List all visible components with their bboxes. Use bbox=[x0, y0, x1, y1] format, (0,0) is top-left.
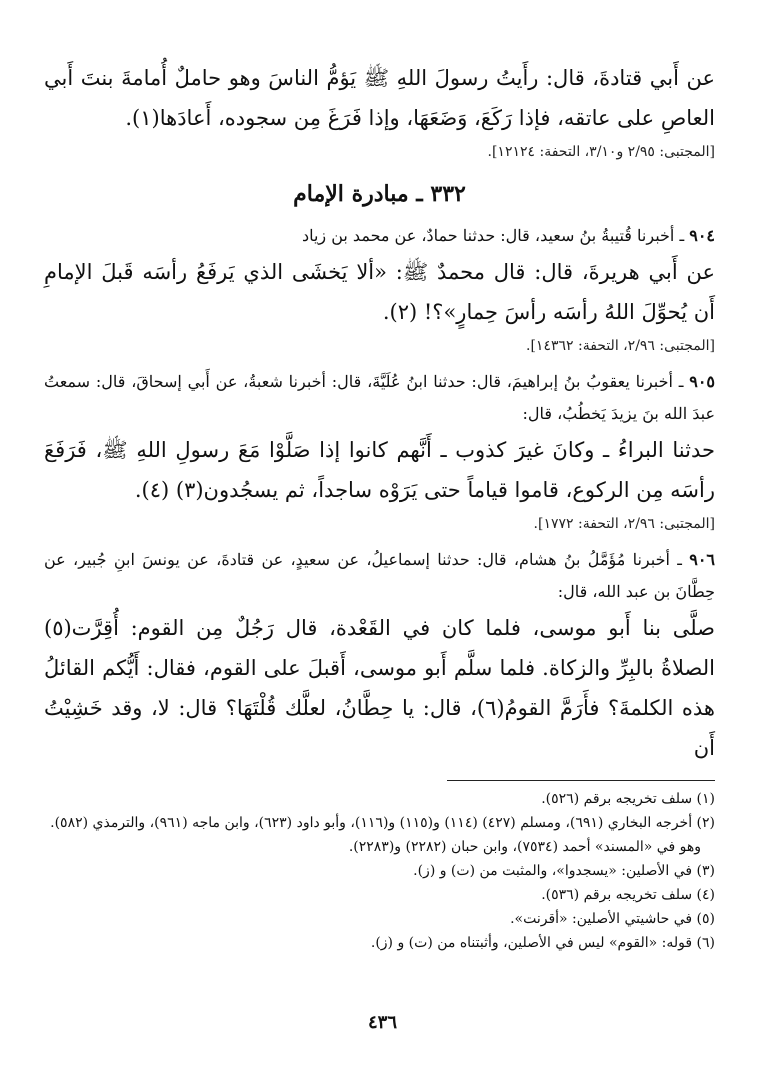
footnote: (٥) في حاشيتي الأصلين: «أقرنت». bbox=[510, 911, 715, 927]
hadith-number: ٩٠٥ bbox=[689, 372, 715, 391]
footnote: (٣) في الأصلين: «يسجدوا»، والمثبت من (ت) و (ز). bbox=[413, 863, 715, 879]
hadith-905 bbox=[44, 366, 715, 536]
hadith-number: ٩٠٤ bbox=[689, 226, 715, 245]
hadith-number: ٩٠٦ bbox=[689, 550, 715, 569]
footnote: (٤) سلف تخريجه برقم (٥٣٦). bbox=[541, 887, 715, 903]
hadith-text: حدثنا البراءُ ـ وكانَ غيرَ كذوب ـ أَنَّهم كانوا إذا صَلَّوْا مَعَ رسولِ اللهِ ﷺ، فَرَفَعَ رأسَه مِن الركوع، قاموا قياماً حتى يَرَوْه ساجداً، ثم يسجُدون(٣) (٤). bbox=[44, 438, 715, 502]
top-paragraph: عن أَبي قتادةَ، قال: رأَيتُ رسولَ اللهِ ﷺ يَؤمُّ الناسَ وهو حاملٌ أُمامةَ بنتَ أَبي العاصِ على عاتقه، فإذا رَكَعَ، وَضَعَهَا، وإذا فَرَغَ مِن سجوده، أَعادَها(١). bbox=[44, 66, 715, 130]
hadith-906 bbox=[44, 544, 715, 768]
hadith-904 bbox=[44, 220, 715, 358]
page-number: ٤٣٦ bbox=[367, 1012, 397, 1033]
hadith-chain-text: ـ أخبرنا يعقوبُ بنُ إبراهيمَ، قال: حدثنا ابنُ عُلَيَّةَ، قال: أخبرنا شعبةُ، عن أَبي إسحاقَ، قال: سمعتُ عبدَ الله بنَ يزيدَ يَخطُبُ، قال: bbox=[44, 372, 715, 423]
footnote-divider bbox=[447, 780, 715, 781]
hadith-reference: [المجتبى: ٢/٩٦، التحفة: ١٤٣٦٢]. bbox=[526, 338, 715, 354]
hadith-chain bbox=[44, 220, 715, 252]
top-reference: [المجتبى: ٢/٩٥ و٣/١٠، التحفة: ١٢١٢٤]. bbox=[487, 144, 715, 160]
footnote: (٢) أخرجه البخاري (٦٩١)، ومسلم (٤٢٧) (١١٤) و(١١٥) و(١١٦)، وأبو داود (٦٢٣)، وابن ماجه (٩٦١)، والترمذي (٥٨٢). bbox=[50, 815, 715, 831]
footnote: (١) سلف تخريجه برقم (٥٢٦). bbox=[541, 791, 715, 807]
footnote: (٦) قوله: «القوم» ليس في الأصلين، وأثبتناه من (ت) و (ز). bbox=[370, 935, 715, 951]
footnote: وهو في «المسند» أحمد (٧٥٣٤)، وابن حبان (٢٢٨٢) و(٢٢٨٣). bbox=[348, 839, 701, 855]
section-title: ٣٣٢ ـ مبادرة الإمام bbox=[293, 181, 466, 207]
hadith-chain bbox=[44, 366, 715, 430]
hadith-chain-text: ـ أخبرنا مُؤَمَّلُ بنُ هشام، قال: حدثنا إسماعيلُ، عن سعيدٍ، عن قتادةَ، عن يونسَ ابنِ جُبير، عن حِطَّانَ بن عبد الله، قال: bbox=[44, 550, 715, 601]
hadith-chain bbox=[44, 544, 715, 608]
hadith-text: صلَّى بنا أَبو موسى، فلما كان في القَعْدة، قال رَجُلٌ مِن القوم: أُقِرَّت(٥) الصلاةُ بالبِرِّ والزكاة. فلما سلَّم أَبو موسى، أَقبلَ على القوم، فقال: أَيُّكم القائلُ هذه الكلمةَ؟ فأَرَمَّ القومُ(٦)، قال: يا حِطَّانُ، لعلَّك قُلْتَهَا؟ قال: لا، وقد خَشِيْتُ أَن bbox=[44, 616, 716, 760]
footnotes bbox=[44, 787, 715, 955]
hadith-chain-text: ـ أخبرنا قُتيبةُ بنُ سعيد، قال: حدثنا حمادٌ، عن محمد بن زياد bbox=[301, 226, 685, 245]
hadith-reference: [المجتبى: ٢/٩٦، التحفة: ١٧٧٢]. bbox=[533, 516, 715, 532]
hadith-text: عن أَبي هريرةَ، قال: قال محمدٌ ﷺ: «ألا يَخشَى الذي يَرفَعُ رأسَه قَبلَ الإمامِ أَن يُحوِّلَ اللهُ رأسَه رأسَ حِمارٍ»؟! (٢). bbox=[44, 260, 715, 324]
